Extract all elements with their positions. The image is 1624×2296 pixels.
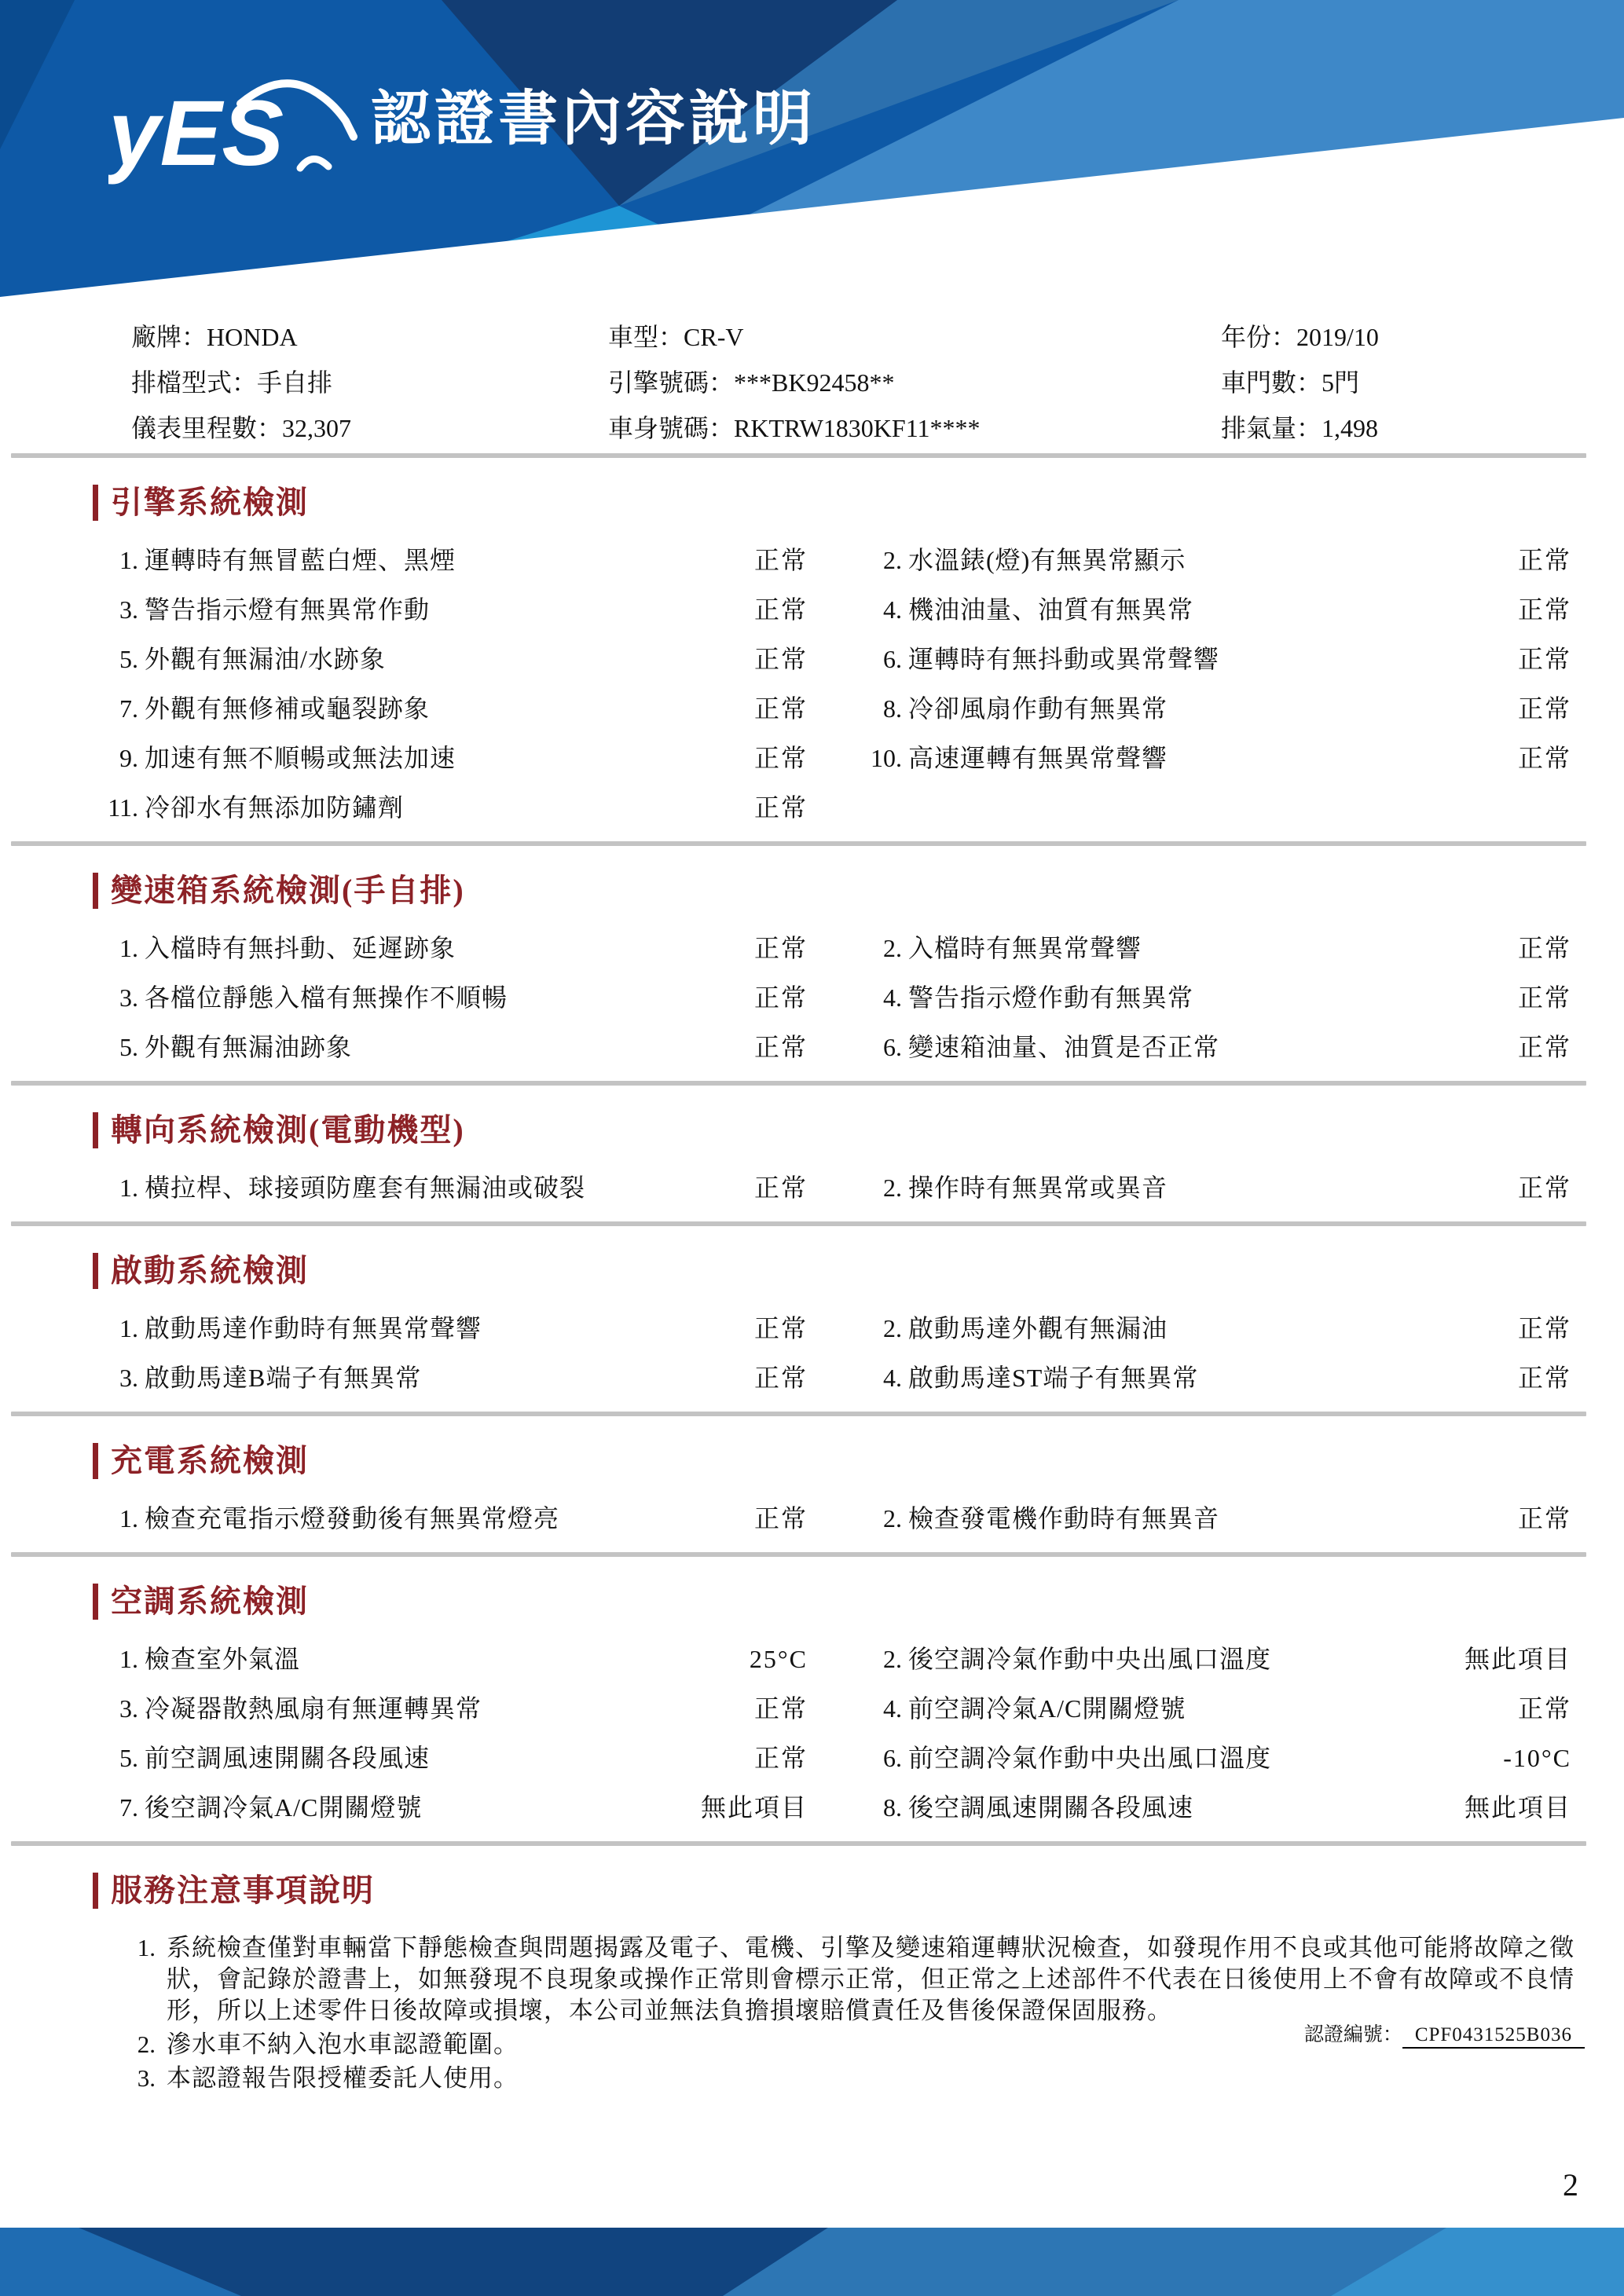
info-model: 車型：CR-V: [608, 323, 744, 351]
inspection-item: [94, 1315, 808, 1342]
item-text: 後空調風速開關各段風速: [908, 1793, 1194, 1822]
inspection-item: [94, 1745, 808, 1771]
item-text: 變速箱油量、油質是否正常: [908, 1033, 1220, 1061]
info-make: 廠牌：HONDA: [131, 323, 298, 351]
info-vin: 車身號碼：RKTRW1830KF11****: [608, 414, 981, 442]
certificate-number-value: CPF0431525B036: [1402, 2024, 1585, 2049]
item-text: 外觀有無修補或龜裂跡象: [145, 694, 431, 723]
item-status: 正常: [753, 1504, 808, 1532]
info-engine-number: 引擎號碼：***BK92458**: [608, 368, 895, 397]
item-status: 正常: [1517, 694, 1571, 723]
item-number: 7.: [119, 1793, 138, 1822]
item-number: 1.: [119, 1314, 138, 1342]
item-status: 25°C: [749, 1645, 808, 1673]
item-number: 3.: [119, 983, 138, 1012]
item-text: 冷卻水有無添加防鏽劑: [145, 793, 405, 822]
item-number: 8.: [883, 1793, 902, 1822]
section-items: [94, 547, 1571, 821]
item-number: 3.: [119, 1364, 138, 1392]
item-status: 正常: [753, 744, 808, 772]
certificate-number-line: [1304, 2023, 1585, 2047]
item-status: 正常: [753, 645, 808, 673]
note-number: 2.: [137, 2031, 156, 2058]
item-text: 操作時有無異常或異音: [908, 1174, 1168, 1202]
item-status: 正常: [753, 793, 808, 822]
item-text: 冷卻風扇作動有無異常: [908, 694, 1168, 723]
inspection-item: [858, 1695, 1571, 1722]
note-text: 本認證報告限授權委託人使用。: [167, 2064, 519, 2092]
item-number: 2.: [883, 934, 902, 962]
note-text: 系統檢查僅對車輛當下靜態檢查與問題揭露及電子、電機、引擎及變速箱運轉狀況檢查，如發現作用不良或其他可能將故障之徵狀，會記錄於證書上，如無發現不良現象或操作正常則會標示正常，但正常之上述部件不代表在日後使用上不會有故障或不良情形，所以上述零件日後故障或損壞，本公司並無法負擔損壞賠償責任及售後保證保固服務。: [167, 1934, 1575, 2024]
service-notes: [0, 1873, 1624, 2094]
item-number: 4.: [883, 983, 902, 1012]
item-status: 正常: [1517, 1033, 1571, 1061]
section-title: 充電系統檢測: [93, 1443, 1624, 1479]
item-status: 無此項目: [1464, 1645, 1571, 1673]
inspection-item: [858, 935, 1571, 961]
item-number: 6.: [883, 1744, 902, 1772]
item-status: 正常: [1517, 744, 1571, 772]
inspection-item: [94, 1364, 808, 1391]
item-text: 冷凝器散熱風扇有無運轉異常: [145, 1694, 482, 1723]
certificate-number-label: 認證編號：: [1303, 2024, 1402, 2045]
footer: [0, 2228, 1624, 2296]
inspection-item: [858, 695, 1571, 722]
item-text: 檢查室外氣溫: [145, 1645, 301, 1673]
info-odometer: 儀表里程數：32,307: [131, 414, 352, 442]
inspection-item: [858, 1646, 1571, 1672]
section-title: 變速箱系統檢測(手自排): [93, 873, 1624, 909]
section-title: 轉向系統檢測(電動機型): [93, 1112, 1624, 1148]
item-text: 前空調冷氣A/C開關燈號: [908, 1694, 1186, 1723]
car-wheel-arc-icon: [300, 159, 328, 168]
item-status: 正常: [1517, 595, 1571, 624]
info-year: 年份：2019/10: [1221, 323, 1379, 351]
inspection-item: [858, 1174, 1571, 1201]
item-text: 高速運轉有無異常聲響: [908, 744, 1168, 772]
inspection-item: [94, 1505, 808, 1532]
item-text: 啟動馬達外觀有無漏油: [908, 1314, 1168, 1342]
item-text: 前空調風速開關各段風速: [145, 1744, 431, 1772]
item-number: 9.: [119, 744, 138, 772]
item-status: 正常: [753, 1314, 808, 1342]
section-items: [94, 935, 1571, 1060]
item-number: 5.: [119, 1033, 138, 1061]
inspection-section: [0, 1443, 1624, 1557]
divider: [11, 453, 1586, 458]
item-number: 10.: [871, 744, 902, 772]
item-number: 2.: [883, 546, 902, 574]
item-text: 外觀有無漏油跡象: [145, 1033, 353, 1061]
item-text: 啟動馬達ST端子有無異常: [908, 1364, 1199, 1392]
inspection-item: [858, 1745, 1571, 1771]
inspection-section: [0, 1584, 1624, 1846]
item-text: 加速有無不順暢或無法加速: [145, 744, 456, 772]
section-title: 啟動系統檢測: [93, 1253, 1624, 1289]
inspection-item: [94, 695, 808, 722]
note-item: [118, 1932, 1577, 2027]
item-status: 正常: [753, 694, 808, 723]
info-transmission-type: 排檔型式：手自排: [131, 368, 333, 397]
item-number: 1.: [119, 1504, 138, 1532]
item-text: 運轉時有無抖動或異常聲響: [908, 645, 1220, 673]
item-status: 正常: [1517, 1504, 1571, 1532]
item-text: 檢查發電機作動時有無異音: [908, 1504, 1220, 1532]
item-number: 7.: [119, 694, 138, 723]
header: [0, 0, 1624, 314]
divider: [11, 1841, 1586, 1846]
inspection-item: [858, 596, 1571, 623]
note-text: 滲水車不納入泡水車認證範圍。: [167, 2031, 519, 2058]
item-status: 正常: [753, 934, 808, 962]
section-title: 空調系統檢測: [93, 1584, 1624, 1620]
item-text: 外觀有無漏油/水跡象: [145, 645, 386, 673]
inspection-item: [858, 745, 1571, 771]
item-status: 正常: [1517, 645, 1571, 673]
section-items: [94, 1315, 1571, 1391]
inspection-item: [858, 1505, 1571, 1532]
item-text: 警告指示燈有無異常作動: [145, 595, 431, 624]
item-number: 11.: [108, 793, 138, 822]
inspection-section: [0, 1253, 1624, 1416]
section-items: [94, 1174, 1571, 1201]
item-status: 正常: [753, 546, 808, 574]
item-status: 正常: [1517, 1364, 1571, 1392]
divider: [11, 1412, 1586, 1416]
inspection-item: [94, 935, 808, 961]
inspection-section: [0, 873, 1624, 1086]
item-status: 正常: [753, 983, 808, 1012]
divider: [11, 1552, 1586, 1557]
inspection-item: [94, 1695, 808, 1722]
section-items: [94, 1505, 1571, 1532]
item-number: 3.: [119, 595, 138, 624]
divider: [11, 1221, 1586, 1226]
inspection-item: [858, 1034, 1571, 1060]
item-number: 4.: [883, 1364, 902, 1392]
inspection-item: [858, 1315, 1571, 1342]
inspection-item: [94, 794, 808, 821]
note-item: [118, 2063, 1577, 2094]
item-status: 正常: [753, 1744, 808, 1772]
inspection-item: [858, 1364, 1571, 1391]
item-number: 3.: [119, 1694, 138, 1723]
item-text: 後空調冷氣作動中央出風口溫度: [908, 1645, 1272, 1673]
item-text: 機油油量、油質有無異常: [908, 595, 1194, 624]
item-number: 6.: [883, 645, 902, 673]
notes-list: [118, 1932, 1577, 2094]
item-number: 6.: [883, 1033, 902, 1061]
inspection-item: [94, 1794, 808, 1821]
logo-text: yES: [108, 82, 284, 185]
item-text: 後空調冷氣A/C開關燈號: [145, 1793, 423, 1822]
inspection-item: [94, 745, 808, 771]
page-title: 認證書內容說明: [371, 86, 816, 152]
item-text: 入檔時有無抖動、延遲跡象: [145, 934, 456, 962]
inspection-item: [858, 1794, 1571, 1821]
item-number: 1.: [119, 1645, 138, 1673]
inspection-section: [0, 485, 1624, 846]
item-number: 4.: [883, 595, 902, 624]
note-number: 1.: [137, 1934, 156, 1961]
divider: [11, 1081, 1586, 1086]
item-number: 4.: [883, 1694, 902, 1723]
item-status: 正常: [753, 1364, 808, 1392]
item-status: 正常: [753, 595, 808, 624]
item-number: 5.: [119, 1744, 138, 1772]
inspection-item: [94, 646, 808, 672]
info-door-count: 車門數：5門: [1221, 368, 1360, 397]
item-status: 正常: [753, 1694, 808, 1723]
item-text: 運轉時有無冒藍白煙、黑煙: [145, 546, 456, 574]
item-number: 2.: [883, 1645, 902, 1673]
inspection-item: [94, 1646, 808, 1672]
yes-car-logo: [108, 61, 368, 187]
item-text: 啟動馬達作動時有無異常聲響: [145, 1314, 482, 1342]
item-text: 啟動馬達B端子有無異常: [145, 1364, 422, 1392]
item-number: 2.: [883, 1504, 902, 1532]
item-number: 2.: [883, 1314, 902, 1342]
item-status: 無此項目: [1464, 1793, 1571, 1822]
item-text: 入檔時有無異常聲響: [908, 934, 1142, 962]
item-text: 橫拉桿、球接頭防塵套有無漏油或破裂: [145, 1174, 586, 1202]
inspection-item: [858, 984, 1571, 1011]
item-text: 警告指示燈作動有無異常: [908, 983, 1194, 1012]
item-number: 1.: [119, 1174, 138, 1202]
section-title: 引擎系統檢測: [93, 485, 1624, 521]
inspection-item: [94, 547, 808, 573]
divider: [11, 841, 1586, 846]
sections: [0, 485, 1624, 1846]
notes-title: 服務注意事項說明: [93, 1873, 1624, 1909]
item-text: 各檔位靜態入檔有無操作不順暢: [145, 983, 508, 1012]
inspection-item: [94, 1034, 808, 1060]
page-number: 2: [1563, 2167, 1578, 2203]
item-status: 正常: [1517, 1314, 1571, 1342]
note-number: 3.: [137, 2064, 156, 2092]
item-status: -10°C: [1503, 1744, 1571, 1772]
inspection-section: [0, 1112, 1624, 1226]
item-status: 無此項目: [700, 1793, 808, 1822]
item-number: 5.: [119, 645, 138, 673]
item-text: 前空調冷氣作動中央出風口溫度: [908, 1744, 1272, 1772]
item-status: 正常: [1517, 546, 1571, 574]
item-text: 水溫錶(燈)有無異常顯示: [908, 546, 1186, 574]
inspection-item: [94, 1174, 808, 1201]
item-text: 檢查充電指示燈發動後有無異常燈亮: [145, 1504, 560, 1532]
item-number: 1.: [119, 546, 138, 574]
item-status: 正常: [1517, 1174, 1571, 1202]
inspection-item: [858, 646, 1571, 672]
item-number: 8.: [883, 694, 902, 723]
info-displacement: 排氣量：1,498: [1221, 414, 1379, 442]
item-number: 1.: [119, 934, 138, 962]
item-status: 正常: [1517, 934, 1571, 962]
item-status: 正常: [1517, 1694, 1571, 1723]
item-number: 2.: [883, 1174, 902, 1202]
inspection-item: [94, 596, 808, 623]
item-status: 正常: [753, 1033, 808, 1061]
item-status: 正常: [1517, 983, 1571, 1012]
section-items: [94, 1646, 1571, 1821]
item-status: 正常: [753, 1174, 808, 1202]
inspection-item: [858, 547, 1571, 573]
inspection-item: [94, 984, 808, 1011]
